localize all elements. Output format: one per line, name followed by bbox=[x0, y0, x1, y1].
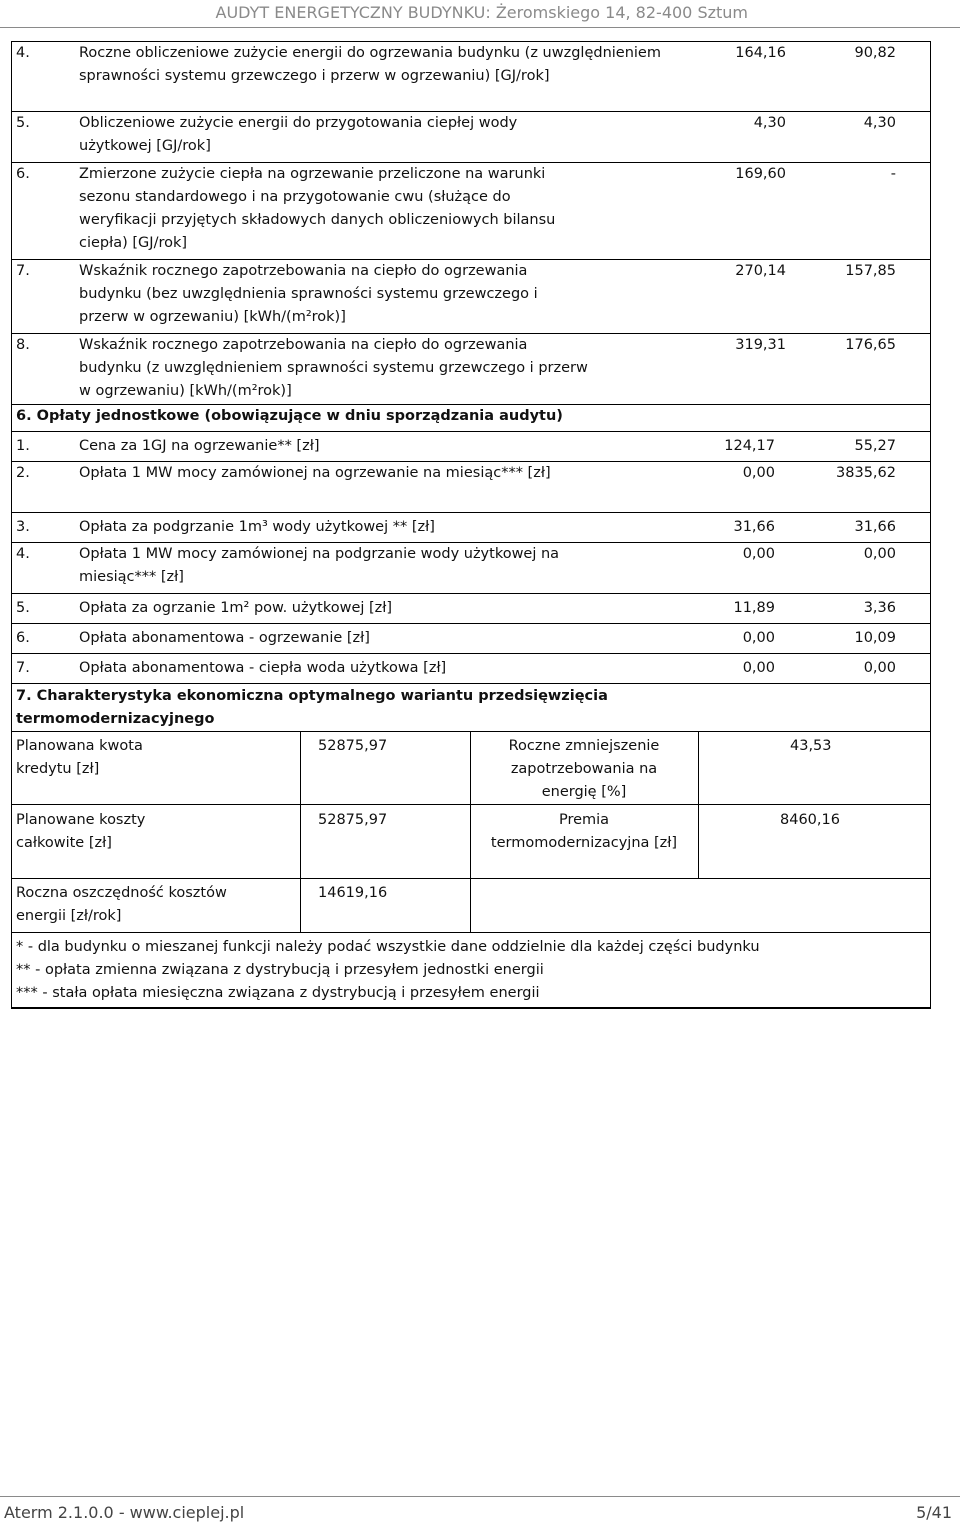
value-current: 124,17 bbox=[724, 438, 775, 454]
total-cost-value: 52875,97 bbox=[318, 812, 388, 828]
table-row bbox=[12, 42, 930, 112]
table-row bbox=[12, 163, 930, 260]
row-number: 1. bbox=[16, 438, 30, 454]
value-current: 0,00 bbox=[742, 660, 775, 676]
planned-credit-value: 52875,97 bbox=[318, 738, 388, 754]
footer-app-version: Aterm 2.1.0.0 - www.cieplej.pl bbox=[4, 1503, 245, 1522]
row-label: Cena za 1GJ na ogrzewanie** [zł] bbox=[79, 438, 320, 454]
row-number: 4. bbox=[16, 45, 30, 61]
planned-credit-label: Planowana kwota kredytu [zł] bbox=[16, 738, 143, 777]
value-optimal: 31,66 bbox=[854, 519, 896, 535]
value-current: 0,00 bbox=[742, 546, 775, 562]
table-row bbox=[12, 624, 930, 654]
grid-divider bbox=[470, 732, 471, 932]
value-current: 31,66 bbox=[733, 519, 775, 535]
value-optimal: 3835,62 bbox=[836, 465, 896, 481]
annual-savings-label: Roczna oszczędność kosztów energii [zł/rok] bbox=[16, 885, 227, 924]
table-row bbox=[12, 432, 930, 462]
value-optimal: 10,09 bbox=[854, 630, 896, 646]
premium-label: Premia termomodernizacyjna [zł] bbox=[490, 812, 678, 851]
value-current: 319,31 bbox=[735, 337, 786, 353]
footnote: *** - stała opłata miesięczna związana z dystrybucją i przesyłem energii bbox=[16, 985, 540, 1001]
table-row bbox=[12, 462, 930, 513]
value-current: 4,30 bbox=[753, 115, 786, 131]
value-optimal: 0,00 bbox=[863, 546, 896, 562]
table-row bbox=[12, 334, 930, 405]
row-label: Opłata za ogrzanie 1m² pow. użytkowej [zł] bbox=[79, 600, 393, 616]
row-label: Roczne obliczeniowe zużycie energii do ogrzewania budynku (z uwzględnieniem sprawności systemu grzewczego i przerw w ogrzewaniu) [GJ/rok] bbox=[79, 45, 661, 84]
grid-divider bbox=[12, 878, 930, 879]
value-current: 0,00 bbox=[742, 630, 775, 646]
row-label: Obliczeniowe zużycie energii do przygotowania ciepłej wody użytkowej [GJ/rok] bbox=[79, 115, 518, 154]
table-row bbox=[12, 260, 930, 334]
row-number: 5. bbox=[16, 115, 30, 131]
row-number: 5. bbox=[16, 600, 30, 616]
row-label: Opłata 1 MW mocy zamówionej na podgrzanie wody użytkowej na miesiąc*** [zł] bbox=[79, 546, 560, 585]
footnote: ** - opłata zmienna związana z dystrybucją i przesyłem jednostki energii bbox=[16, 962, 544, 978]
row-label: Opłata 1 MW mocy zamówionej na ogrzewanie na miesiąc*** [zł] bbox=[79, 465, 551, 481]
row-label: Wskaźnik rocznego zapotrzebowania na ciepło do ogrzewania budynku (z uwzględnieniem sprawności systemu grzewczego i przerw w ogrzewaniu) [kWh/(m²rok)] bbox=[79, 337, 588, 399]
value-optimal: 90,82 bbox=[854, 45, 896, 61]
section-7-heading: 7. Charakterystyka ekonomiczna optymalnego wariantu przedsięwzięcia termomodernizacyjnego bbox=[16, 688, 608, 727]
table-row bbox=[12, 654, 930, 684]
row-number: 2. bbox=[16, 465, 30, 481]
table-row bbox=[12, 543, 930, 594]
value-optimal: 4,30 bbox=[863, 115, 896, 131]
total-cost-label: Planowane koszty całkowite [zł] bbox=[16, 812, 146, 851]
value-current: 11,89 bbox=[733, 600, 775, 616]
value-optimal: 55,27 bbox=[854, 438, 896, 454]
row-number: 7. bbox=[16, 263, 30, 279]
premium-value: 8460,16 bbox=[780, 812, 840, 828]
row-number: 4. bbox=[16, 546, 30, 562]
row-label: Zmierzone zużycie ciepła na ogrzewanie przeliczone na warunki sezonu standardowego i na przygotowanie cwu (służące do weryfikacji przyjętych składowych danych obliczeniowych bilansu ciepła) [GJ/rok] bbox=[79, 166, 556, 251]
section-heading-row bbox=[12, 405, 930, 432]
row-label: Opłata abonamentowa - ogrzewanie [zł] bbox=[79, 630, 370, 646]
value-current: 164,16 bbox=[735, 45, 786, 61]
grid-divider bbox=[300, 732, 301, 932]
annual-savings-value: 14619,16 bbox=[318, 885, 388, 901]
grid-divider bbox=[12, 804, 930, 805]
table-row bbox=[12, 112, 930, 163]
row-number: 6. bbox=[16, 166, 30, 182]
page-number: 5/41 bbox=[916, 1503, 952, 1522]
row-number: 6. bbox=[16, 630, 30, 646]
section-heading-row bbox=[12, 684, 930, 732]
economics-grid bbox=[12, 732, 930, 933]
reduction-label: Roczne zmniejszenie zapotrzebowania na energię [%] bbox=[508, 738, 660, 800]
audit-table bbox=[11, 41, 931, 1009]
header-rule bbox=[0, 27, 960, 28]
value-current: 0,00 bbox=[742, 465, 775, 481]
footnote: * - dla budynku o mieszanej funkcji należy podać wszystkie dane oddzielnie dla każdej części budynku bbox=[16, 939, 760, 955]
value-optimal: 3,36 bbox=[863, 600, 896, 616]
row-label: Opłata za podgrzanie 1m³ wody użytkowej ** [zł] bbox=[79, 519, 435, 535]
section-6-heading: 6. Opłaty jednostkowe (obowiązujące w dniu sporządzania audytu) bbox=[16, 408, 563, 424]
row-label: Opłata abonamentowa - ciepła woda użytkowa [zł] bbox=[79, 660, 447, 676]
reduction-value: 43,53 bbox=[790, 738, 832, 754]
value-optimal: 176,65 bbox=[845, 337, 896, 353]
row-number: 3. bbox=[16, 519, 30, 535]
grid-divider bbox=[698, 732, 699, 879]
value-optimal: - bbox=[890, 166, 896, 182]
footer-rule bbox=[0, 1496, 960, 1497]
row-number: 8. bbox=[16, 337, 30, 353]
value-current: 169,60 bbox=[735, 166, 786, 182]
row-label: Wskaźnik rocznego zapotrzebowania na ciepło do ogrzewania budynku (bez uwzględnienia sprawności systemu grzewczego i przerw w ogrzewaniu) [kWh/(m²rok)] bbox=[79, 263, 538, 325]
row-number: 7. bbox=[16, 660, 30, 676]
page-header: AUDYT ENERGETYCZNY BUDYNKU: Żeromskiego 14, 82-400 Sztum bbox=[215, 3, 748, 22]
value-current: 270,14 bbox=[735, 263, 786, 279]
value-optimal: 157,85 bbox=[845, 263, 896, 279]
table-row bbox=[12, 594, 930, 624]
footnotes bbox=[12, 933, 930, 1007]
table-row bbox=[12, 513, 930, 543]
value-optimal: 0,00 bbox=[863, 660, 896, 676]
